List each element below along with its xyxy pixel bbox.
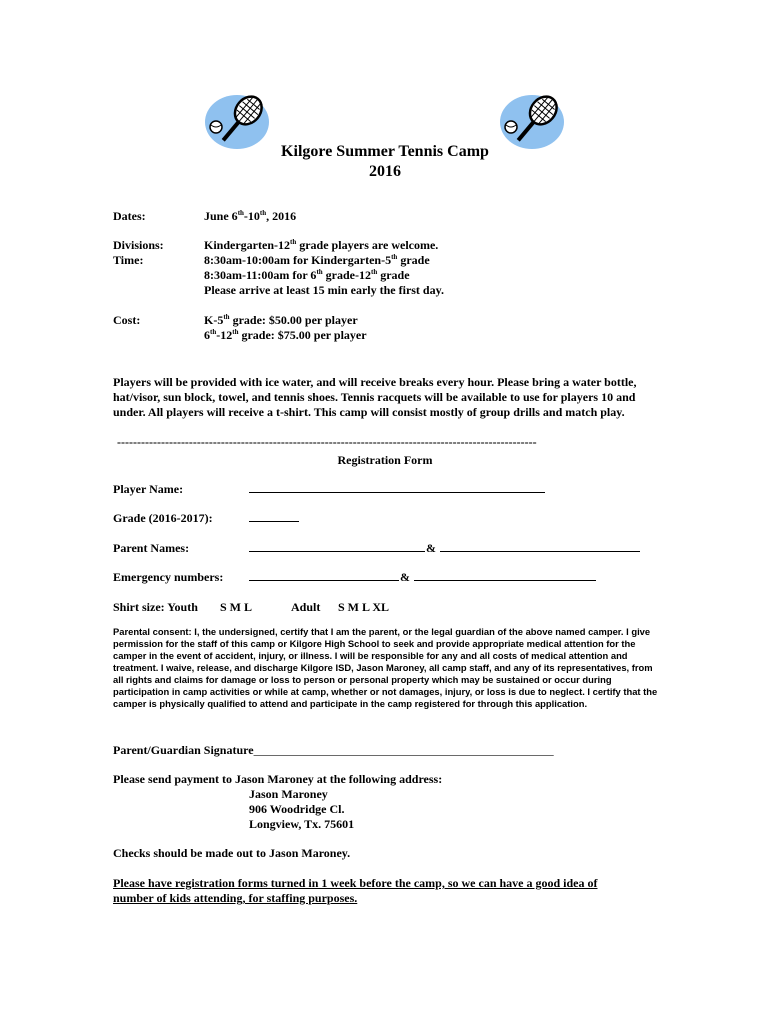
signature-field[interactable]: __________________________________________________ <box>253 743 554 757</box>
parental-consent-text: Parental consent: I, the undersigned, certify that I am the parent, or the legal guardian of the above named camper. I give permission for the staff of this camp or Kilgore High School to seek and provide appropriate medical attention for the camper in the event of accident, injury, or illness. I will be responsible for any and all costs of medical attention and treatment. I waive, release, and discharge Kilgore ISD, Jason Maroney, all camp staff, and any of its representatives, from all rights and claims for damage or loss to person or personal property which may be sustained or occur during participation in camp activities or while at camp, whether or not damages, injury, or loss is due to neglect. I certify that the camper is physically qualified to attend and participate in the camp registered for through this application. <box>113 626 658 709</box>
parent-names-label: Parent Names: <box>113 541 190 555</box>
parent-names-ampersand: & <box>426 541 436 555</box>
cost-value-1: K-5th grade: $50.00 per player <box>204 313 358 327</box>
dates-label: Dates: <box>113 209 146 223</box>
arrival-note: Please arrive at least 15 min early the first day. <box>204 283 444 297</box>
cost-label: Cost: <box>113 313 141 327</box>
emergency-number-2-field[interactable] <box>414 580 596 581</box>
emergency-numbers-label: Emergency numbers: <box>113 570 224 584</box>
time-label: Time: <box>113 253 144 267</box>
shirt-size-label: Shirt size: Youth <box>113 600 198 614</box>
player-name-label: Player Name: <box>113 482 184 496</box>
cost-value-2: 6th-12th grade: $75.00 per player <box>204 328 367 342</box>
divisions-value: Kindergarten-12th grade players are welcome. <box>204 238 439 252</box>
grade-label: Grade (2016-2017): <box>113 511 213 525</box>
time-value-2: 8:30am-11:00am for 6th grade-12th grade <box>204 268 410 282</box>
deadline-notice-line-2: number of kids attending, for staffing purposes. <box>113 891 358 905</box>
registration-form-heading: Registration Form <box>337 453 433 467</box>
payment-instructions: Please send payment to Jason Maroney at the following address: <box>113 772 443 786</box>
payee-name: Jason Maroney <box>249 787 328 801</box>
payee-street: 906 Woodridge Cl. <box>249 802 345 816</box>
divisions-label: Divisions: <box>113 238 164 252</box>
parent-name-1-field[interactable] <box>249 551 425 552</box>
time-value-1: 8:30am-10:00am for Kindergarten-5th grade <box>204 253 430 267</box>
payee-city: Longview, Tx. 75601 <box>249 817 355 831</box>
deadline-notice-line-1: Please have registration forms turned in 1 week before the camp, so we can have a good idea of <box>113 876 598 890</box>
player-name-field[interactable] <box>249 492 545 493</box>
youth-size-options[interactable]: S M L <box>220 600 253 614</box>
grade-field[interactable] <box>249 521 299 522</box>
section-divider: --------------------------------------------------------------------------------------------------------- <box>117 435 537 449</box>
adult-size-options[interactable]: S M L XL <box>338 600 390 614</box>
parent-name-2-field[interactable] <box>440 551 640 552</box>
emergency-ampersand: & <box>400 570 410 584</box>
checks-note: Checks should be made out to Jason Maroney. <box>113 846 351 860</box>
emergency-number-1-field[interactable] <box>249 580 399 581</box>
document-title: Kilgore Summer Tennis Camp <box>281 143 489 160</box>
camp-description: Players will be provided with ice water, and will receive breaks every hour. Please bring a water bottle, hat/visor, sun block, towel, and tennis shoes. Tennis racquets will be available to use for players 10 and under. All players will receive a t-shirt. This camp will consist mostly of group drills and match play. <box>113 375 637 419</box>
adult-label: Adult <box>291 600 321 614</box>
document-year: 2016 <box>369 163 401 180</box>
signature-label: Parent/Guardian Signature__________________________________________________ <box>113 743 554 757</box>
dates-value: June 6th-10th, 2016 <box>204 209 297 223</box>
